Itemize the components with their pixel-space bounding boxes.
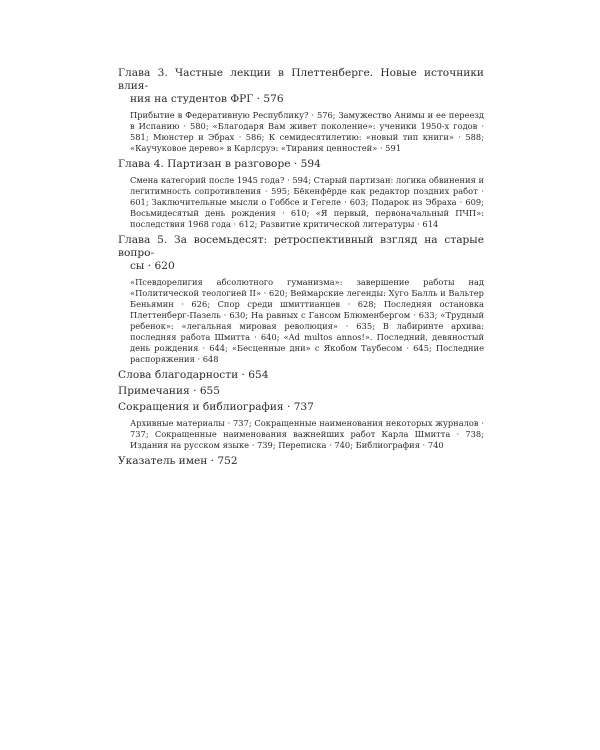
toc-entry-acknowledgements <box>118 369 484 382</box>
table-of-contents <box>118 67 484 468</box>
toc-entry-chapter-5 <box>118 234 484 365</box>
toc-subentries: Смена категорий после 1945 года? · 594; Старый партизан: логика обвинения и легитимность сопротивления · 595; Бёкенфёрде как редактор поздних работ · 601; Заключительные мысли о Гоббсе и Гегеле · 603; Подарок из Эбраха · 609; Восьмидесятый день рождения · 610; «Я первый, первоначальный ПЧП»: последствия 1968 года · 612; Развитие критической литературы · 614 <box>130 175 484 229</box>
toc-heading <box>118 67 484 106</box>
toc-heading-line2: сы · 620 <box>130 260 175 272</box>
toc-entry-notes <box>118 385 484 398</box>
toc-subentries: «Псевдорелигия абсолютного гуманизма»: завершение работы над «Политической теологией II» · 620; Веймарские легенды: Хуго Балль и Вальтер Беньямин · 626; Спор среди шмиттианцев · 628; Последняя остановка Плеттенберг-Пазель · 630; На равных с Гансом Блюменбергом · 633; «Трудный ребенок»: «легальная мировая революция» · 635; В лабиринте архива: последняя работа Шмитта · 640; «Ad multos annos!». Последний, девяностый день рождения · 644; «Бесценные дни» с Якобом Таубесом · 645; Последние распоряжения · 648 <box>130 277 484 364</box>
toc-heading: Слова благодарности · 654 <box>118 369 269 381</box>
toc-heading: Указатель имен · 752 <box>118 455 238 467</box>
toc-heading: Сокращения и библиография · 737 <box>118 401 314 413</box>
toc-heading-line1: Глава 4. Партизан в разговоре · 594 <box>118 158 321 170</box>
toc-subentries: Архивные материалы · 737; Сокращенные наименования некоторых журналов · 737; Сокращенные наименования важнейших работ Карла Шмитта · 738; Издания на русском языке · 739; Переписка · 740; Библиография · 740 <box>130 418 484 450</box>
toc-heading <box>118 234 484 273</box>
toc-subentries: Прибытие в Федеративную Республику? · 576; Замужество Анимы и ее переезд в Испанию · 580; «Благодаря Вам живет поколение»: ученики 1950-х годов · 581; Мюнстер и Эбрах · 586; К семидесятилетию: «новый тип книги» · 588; «Каучуковое дерево» в Карлсруэ: «Тирания ценностей» · 591 <box>130 110 484 153</box>
toc-entry-chapter-4 <box>118 158 484 230</box>
toc-heading: Примечания · 655 <box>118 385 221 397</box>
toc-entry-index-of-names <box>118 455 484 468</box>
toc-heading <box>118 158 484 171</box>
toc-entry-abbreviations-bibliography <box>118 401 484 451</box>
toc-heading-line2: ния на студентов ФРГ · 576 <box>130 93 284 105</box>
toc-heading-line1: Глава 5. За восемьдесят: ретроспективный взгляд на старые вопро- <box>118 234 484 259</box>
toc-heading-line1: Глава 3. Частные лекции в Плеттенберге. Новые источники влия- <box>118 67 484 92</box>
toc-entry-chapter-3 <box>118 67 484 154</box>
